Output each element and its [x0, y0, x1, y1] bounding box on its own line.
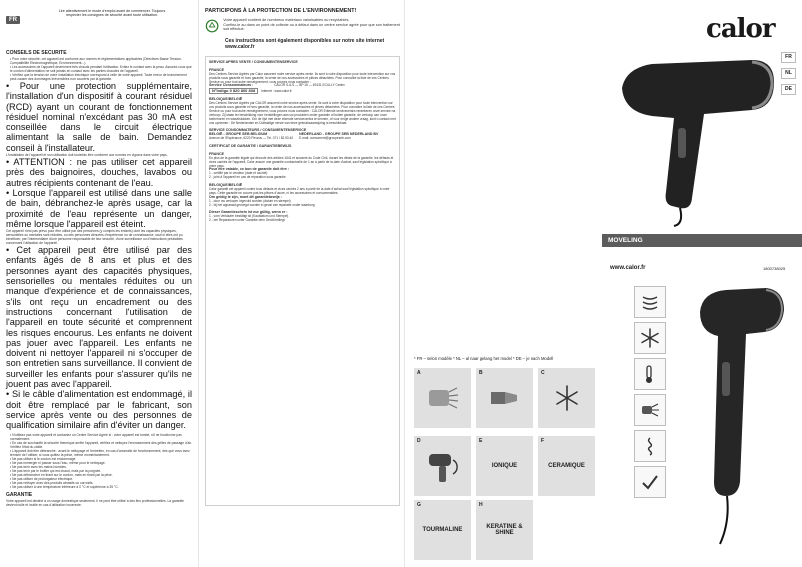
conditions-item: 2 - bij het apparaat gevoegd worden in geval van reparatie onder waarborg [209, 202, 315, 207]
service-box [205, 56, 400, 506]
guarantee-france-label: FRANCE [209, 151, 224, 156]
lang-tag-fr: FR [6, 16, 20, 24]
contact-nl-detail: E-mail: consument@groupeseb.com [299, 136, 351, 141]
indigo-label: N°Indigo [212, 88, 229, 94]
belgium-text: Des Centres Service Agréés par CALOR assurent notre service après-vente. Ils sont à votre disposition pour toute intervention sur vos produits sous garantie et hors garantie, la vente de nos accessoires et pièces détachées. Pour connaître la liste de ces Centres Service ou pour tout autre renseignement, vous pouvez nous contacter : CALOR Erkende servicecentra verzekeren onze service na verkoop. Zij staan ter beschikking voor herstellingen aan uw producten onder garantie of buiten garantie, de verkoop van onze toebehoren en wisselstukken. Om de lijst met deze erkende servicecentra te kennen, of voor enige andere vraag, kunt u contact met ons opnemen : De Nederlandse en Duitstalige versie van deze gebruiksaanwijzing is beschikbaar. [209, 101, 396, 125]
cord-icon [634, 430, 666, 462]
guarantee-text: Votre appareil est destiné à un usage domestique seulement. Il ne peut être utilisé à des fins professionnelles. La garantie devient nulle et inutile en cas d'utilisation incorrecte. [6, 498, 184, 507]
lang-tag: NL [781, 68, 796, 79]
safety-bullets [6, 57, 192, 81]
conditions-item: 1 - door uw verkoper ingevuld worden (datum en stempel) [209, 198, 291, 203]
safety-bullet: • Vérifiez que la tension de votre installation électrique correspond à celle de votre appareil. Toute erreur de branchement peut causer des dommages irréversibles non couverts par la garantie. [10, 73, 192, 81]
page-safety [0, 0, 198, 567]
service-title: SERVICE APRES VENTE / CONSUMENTENSERVICE [209, 60, 298, 64]
cover-icons [634, 286, 666, 502]
product-band [602, 234, 802, 247]
water-warning: • ATTENTION : ne pas utiliser cet appareil près des baignoires, douches, lavabos ou autres récipients contenant de l'eau. [6, 157, 192, 188]
ceramic-label: CERAMIQUE [548, 463, 585, 469]
usage-bullets [6, 433, 192, 489]
usage-bullet: • Ne pas tenir par le boîtier qui est chaud, mais par la poignée. [10, 469, 192, 473]
feature-row-3 [414, 500, 595, 560]
contact-nl-name: NEDERLAND - GROUPE SEB NEDERLAND BV [299, 132, 379, 137]
cold-air-card [538, 368, 595, 428]
usage-bullet: • Ne pas immerger ni passer sous l'eau, même pour le nettoyage. [10, 461, 192, 465]
environment-text [223, 18, 400, 32]
header-note: Lire attentivement le mode d'emploi avant de commencer. Toujours respecter les consignes de sécurité avant toute utilisation. [58, 9, 166, 18]
snowflake-icon [634, 322, 666, 354]
france-label: FRANCE [209, 67, 224, 72]
cable-paragraph: • Si le câble d'alimentation est endommagé, il doit être remplacé par le fabricant, son service après vente ou des personnes de qualification similaire afin d'éviter un danger. [6, 389, 192, 431]
children-paragraph: • Cet appareil peut être utilisé par des enfants âgés de 8 ans et plus et des personnes ayant des capacités physiques, sensorielles ou mentales réduites ou un manque d'expérience et de connaissances, s'ils ont reçu un encadrement ou des instructions concernant l'utilisation de l'appareil en toute sécurité et comprennent les risques encourus. Les enfants ne doivent pas jouer avec l'appareil. Les enfants ne doivent ni nettoyer l'appareil ni s'occuper de son entretien sans surveillance. Il convient de surveiller les enfants pour s'assurer qu'ils ne jouent pas avec l'appareil. [6, 245, 192, 390]
usage-bullet: • Ne pas utiliser si le cordon est endommagé. [10, 457, 192, 461]
contact-nl [299, 133, 378, 141]
concentrator-card [476, 368, 533, 428]
keratine-label: KERATINE & SHINE [486, 524, 523, 536]
folding-handle-icon [423, 444, 463, 488]
environment-block [205, 18, 400, 34]
closing-title: Dieser Garantieschein ist nur gültig, wenn er : [209, 210, 288, 215]
belgium2-label: BELGIQUE/BELGIË [209, 183, 243, 188]
closing-item: 2 - bei Reparaturen unter Garantie dem Gerät beiliegt [209, 218, 285, 223]
rcd-note: L'installation de l'appareil et son utilisation doit toutefois être conforme aux normes en vigueur dans votre pays. [6, 153, 168, 158]
contact-be-name: BELGIË - GROUPE SEB BELGIUM [209, 132, 268, 137]
lang-tag: DE [781, 84, 796, 95]
feature-row-1 [414, 368, 595, 428]
card-corner: B [479, 370, 483, 376]
france-text: Des Centres Service Agréés par Calor assurent notre service après-vente. Ils sont à votre disposition pour toute intervention sur vos produits sous garantie et hors garantie, la vente de nos accessoires et pièces détachées. Pour connaître la liste de ces Centres Service ou pour tout autre renseignement, vous pouvez nous contacter : [209, 71, 396, 84]
ceramic-card [538, 436, 595, 496]
guarantee-cert-title: CERTIFICAT DE GARANTIE / GARANTIEBEWIJS [209, 144, 292, 149]
usage-bullet: • L'appareil doit être débranché : avant le nettoyage et l'entretien, en cas d'anomalie de fonctionnement, dès que vous avez terminé de l'utiliser, si vous quittez la pièce, même momentanément. [10, 449, 192, 457]
usage-bullet: • Ne pas débrancher en tirant sur le cordon, mais en tirant par la prise. [10, 473, 192, 477]
proof-item: 2 - joint à l'appareil en cas de réparation sous garantie [209, 175, 286, 180]
ionic-card [476, 436, 533, 496]
usage-bullet: • En cas de surchauffe la sécurité thermique arrête l'appareil, vérifiez et nettoyez l'encrassement des grilles de passage d'air. Vérifiez l'état du câble. [10, 441, 192, 449]
check-icon [634, 466, 666, 498]
contacts-title: SERVICE CONSOMMATEURS / CONSUMENTENSERVICE [209, 128, 307, 133]
card-corner: D [417, 438, 421, 444]
card-corner: F [541, 438, 545, 444]
belgium2-text: Calor garantit cet appareil contre tous défauts et vices cachés 2 ans à partir de la date d'achat sauf législation spécifique à votre pays. Cette garantie ne couvre pas les pièces d'usure, ni les accessoires et consommables. [209, 187, 390, 195]
brand-text: calor [706, 14, 775, 44]
service-internet: Internet : www.calor.fr [261, 89, 292, 94]
card-corner: A [417, 370, 421, 376]
closing-item: 1 - vom Verkäufer bestätigt ist (Kaufdatum und Stempel) [209, 214, 289, 219]
folded-dryer-image [680, 282, 792, 552]
safety-bullet: • Les accessoires de l'appareil deviennent très chauds pendant l'utilisation. Evitez le contact avec la peau. Assurez-vous que le cordon d'alimentation ne soit jamais en contact avec les parties chaudes de l'appareil. [10, 65, 192, 73]
diffuser-card [414, 368, 471, 428]
empty-card [538, 500, 595, 560]
capacity-note: Cet appareil n'est pas prévu pour être utilisé par des personnes (y compris les enfants) dont les capacités physiques, sensorielles ou mentales sont réduites, ou des personnes dénuées d'expérience ou de connaissance, sauf si elles ont pu bénéficier, par l'intermédiaire d'une personne responsable de leur sécurité, d'une surveillance ou d'instructions préalables concernant l'utilisation de l'appareil. [6, 229, 183, 246]
instructions-note: Ces instructions sont également disponibles sur notre site internet www.calor.fr [225, 38, 385, 50]
diffuser-icon [425, 378, 461, 418]
usage-bullet: • Ne pas utiliser de prolongateur électrique. [10, 477, 192, 481]
indigo-phone: 0 820 800 808 [229, 88, 256, 94]
lang-tag: FR [781, 52, 796, 63]
service-address: CALOR S.A.S — BP 15 — 69131 ECULLY Cedex [274, 83, 345, 88]
indigo-badge [209, 88, 258, 94]
product-ref: 1800738025 [763, 266, 786, 271]
ionic-label: IONIQUE [491, 463, 518, 469]
contacts-row [209, 133, 396, 141]
card-corner: H [479, 502, 483, 508]
proof-label: Pour être valable, ce bon de garantie doit être : [209, 167, 290, 172]
belgium-label: BELGIQUE/BELGIË [209, 97, 243, 102]
usage-bullet: • Ne pas nettoyer avec des produits abrasifs ou corrosifs. [10, 481, 192, 485]
recycle-icon [205, 18, 219, 34]
safety-bullet: • Pour votre sécurité, cet appareil est conforme aux normes et réglementations applicables (Directives Basse Tension, Compatibilité Electromagnétique, Environnement...). [10, 57, 192, 65]
models-line [414, 356, 553, 361]
rcd-paragraph: • Pour une protection supplémentaire, l'installation d'un dispositif à courant résiduel (RCD) ayant un courant de fonctionnement résiduel nominal n'excédant pas 30 mA est conseillée dans le circuit électrique alimentant la salle de bain. Demandez conseil à l'installateur. [6, 81, 192, 153]
environment-title: PARTICIPONS À LA PROTECTION DE L'ENVIRONNEMENT! [205, 8, 357, 14]
contact-be [209, 133, 293, 141]
models-text: * FR – selon modèle * NL – al naar gelang het model * DE – je nach Modell [414, 356, 554, 361]
hair-dryer-image [612, 48, 782, 228]
consumer-service-label: Service Consommateurs : [209, 83, 254, 88]
contact-be-detail: Avenue de l'Espérance, 6220 Fleurus — Tel. 071 / 82.53.40 [209, 136, 294, 141]
card-corner: G [417, 502, 421, 508]
usage-bullet: • N'utilisez pas votre appareil et contactez un Centre Service Agréé si : votre appareil est tombé, s'il ne fonctionne pas normalement. [10, 433, 192, 441]
usage-bullet: • Ne pas tenir avec les mains humides. [10, 465, 192, 469]
proof-item: 1 - certifié par le vendeur (date et cachet) [209, 171, 268, 176]
website-link: www.calor.fr [610, 265, 646, 271]
conditions-title: Om geldig te zijn, moet dit garantiebewijs : [209, 194, 282, 199]
card-corner: C [541, 370, 545, 376]
brand-logo [706, 14, 775, 44]
usage-bullet: • Ne pas utiliser à une température inférieure à 0 °C et supérieure à 35 °C. [10, 485, 192, 489]
bathroom-warning: • Lorsque l'appareil est utilisé dans une salle de bain, débranchez-le après usage, car la proximité de l'eau représente un danger, même lorsque l'appareil est éteint. [6, 187, 192, 229]
guarantee-title: GARANTIE [6, 491, 33, 498]
product-name: MOVELING [608, 237, 643, 244]
page-service [199, 0, 404, 567]
concentrator-icon [487, 378, 523, 418]
tourmaline-card [414, 500, 471, 560]
temperature-icon [634, 358, 666, 390]
fold-card [414, 436, 471, 496]
diffuser-icon [634, 394, 666, 426]
card-corner: E [479, 438, 483, 444]
keratine-card [476, 500, 533, 560]
environment-text-1: Votre appareil contient de nombreux matériaux valorisables ou recyclables. [223, 18, 350, 22]
tourmaline-label: TOURMALINE [422, 527, 463, 533]
environment-text-2: Confiez-le au dans un point de collecte ou à défaut dans un centre service agréé pour que son traitement soit effectué. [223, 22, 400, 32]
safety-title: CONSEILS DE SECURITE [6, 50, 67, 56]
guarantee-france-text: En plus de la garantie légale qui découle des articles 1641 et suivants du Code Civil, durant les délais de la garantie, les défauts et vices cachés de l'appareil, Calor assure une garantie contractuelle de 1 an à partir de la date d'achat, sauf législation spécifique à votre pays. [209, 155, 394, 168]
snowflake-icon [549, 378, 585, 418]
feature-row-2 [414, 436, 595, 496]
dryer-speed-icon [634, 286, 666, 318]
